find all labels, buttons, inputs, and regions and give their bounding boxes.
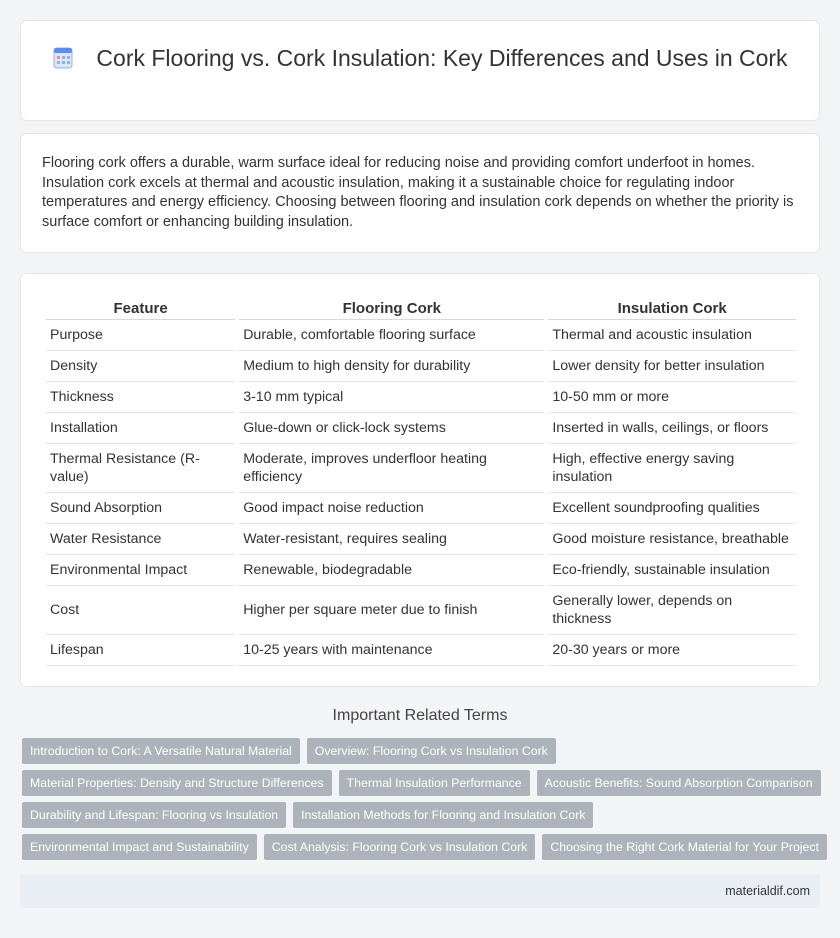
tag-row xyxy=(22,738,822,764)
title-card xyxy=(20,20,820,121)
insulation-cell: Thermal and acoustic insulation xyxy=(548,320,796,351)
table-row xyxy=(46,493,796,524)
feature-cell: Water Resistance xyxy=(46,524,235,555)
footer xyxy=(20,874,820,908)
flooring-cell: Glue-down or click-lock systems xyxy=(239,413,544,444)
table-row xyxy=(46,382,796,413)
insulation-cell: Excellent soundproofing qualities xyxy=(548,493,796,524)
related-tag[interactable]: Installation Methods for Flooring and Insulation Cork xyxy=(293,802,593,828)
insulation-cell: Inserted in walls, ceilings, or floors xyxy=(548,413,796,444)
related-tag[interactable]: Material Properties: Density and Structure Differences xyxy=(22,770,332,796)
page-title: Cork Flooring vs. Cork Insulation: Key Differences and Uses in Cork xyxy=(96,45,788,71)
page-title-container xyxy=(51,43,789,74)
table-row xyxy=(46,413,796,444)
related-tag[interactable]: Durability and Lifespan: Flooring vs Insulation xyxy=(22,802,286,828)
table-row xyxy=(46,635,796,666)
insulation-cell: Generally lower, depends on thickness xyxy=(548,586,796,635)
related-tag[interactable]: Acoustic Benefits: Sound Absorption Comparison xyxy=(537,770,821,796)
feature-cell: Thermal Resistance (R-value) xyxy=(46,444,235,493)
table-row xyxy=(46,444,796,493)
tag-row xyxy=(22,802,822,828)
insulation-cell: 20-30 years or more xyxy=(548,635,796,666)
flooring-cell: Higher per square meter due to finish xyxy=(239,586,544,635)
table-row xyxy=(46,524,796,555)
flooring-cell: Medium to high density for durability xyxy=(239,351,544,382)
feature-cell: Sound Absorption xyxy=(46,493,235,524)
related-tag[interactable]: Introduction to Cork: A Versatile Natural Material xyxy=(22,738,300,764)
insulation-cell: High, effective energy saving insulation xyxy=(548,444,796,493)
summary-text: Flooring cork offers a durable, warm surface ideal for reducing noise and providing comfort underfoot in homes. Insulation cork excels at thermal and acoustic insulation, making it a sustainable choice for regulating indoor temperatures and energy efficiency. Choosing between flooring and insulation cork depends on whether the priority is surface comfort or enhancing building insulation. xyxy=(42,155,794,230)
header-feature: Feature xyxy=(46,294,235,320)
table-row xyxy=(46,555,796,586)
flooring-cell: 10-25 years with maintenance xyxy=(239,635,544,666)
summary-card xyxy=(20,133,820,253)
table-header-row xyxy=(46,294,796,320)
insulation-cell: Lower density for better insulation xyxy=(548,351,796,382)
footer-site-link[interactable]: materialdif.com xyxy=(725,884,810,898)
feature-cell: Purpose xyxy=(46,320,235,351)
table-row xyxy=(46,320,796,351)
flooring-cell: Good impact noise reduction xyxy=(239,493,544,524)
related-tag[interactable]: Overview: Flooring Cork vs Insulation Cork xyxy=(307,738,556,764)
flooring-cell: Renewable, biodegradable xyxy=(239,555,544,586)
related-tag[interactable]: Environmental Impact and Sustainability xyxy=(22,834,257,860)
feature-cell: Lifespan xyxy=(46,635,235,666)
flooring-cell: Moderate, improves underfloor heating efficiency xyxy=(239,444,544,493)
related-terms-heading: Important Related Terms xyxy=(332,707,508,724)
comparison-table xyxy=(42,294,800,666)
insulation-cell: Eco-friendly, sustainable insulation xyxy=(548,555,796,586)
feature-cell: Installation xyxy=(46,413,235,444)
feature-cell: Environmental Impact xyxy=(46,555,235,586)
insulation-cell: Good moisture resistance, breathable xyxy=(548,524,796,555)
insulation-cell: 10-50 mm or more xyxy=(548,382,796,413)
flooring-cell: Water-resistant, requires sealing xyxy=(239,524,544,555)
header-insulation-cork: Insulation Cork xyxy=(548,294,796,320)
flooring-cell: 3-10 mm typical xyxy=(239,382,544,413)
document-icon xyxy=(52,47,74,69)
comparison-table-card xyxy=(20,273,820,687)
feature-cell: Density xyxy=(46,351,235,382)
related-tag[interactable]: Cost Analysis: Flooring Cork vs Insulation Cork xyxy=(264,834,536,860)
tag-row xyxy=(22,834,822,860)
related-terms-tags xyxy=(22,738,822,866)
feature-cell: Thickness xyxy=(46,382,235,413)
related-tag[interactable]: Thermal Insulation Performance xyxy=(339,770,530,796)
flooring-cell: Durable, comfortable flooring surface xyxy=(239,320,544,351)
table-row xyxy=(46,586,796,635)
feature-cell: Cost xyxy=(46,586,235,635)
header-flooring-cork: Flooring Cork xyxy=(239,294,544,320)
tag-row xyxy=(22,770,822,796)
related-tag[interactable]: Choosing the Right Cork Material for Your Project xyxy=(542,834,827,860)
table-row xyxy=(46,351,796,382)
